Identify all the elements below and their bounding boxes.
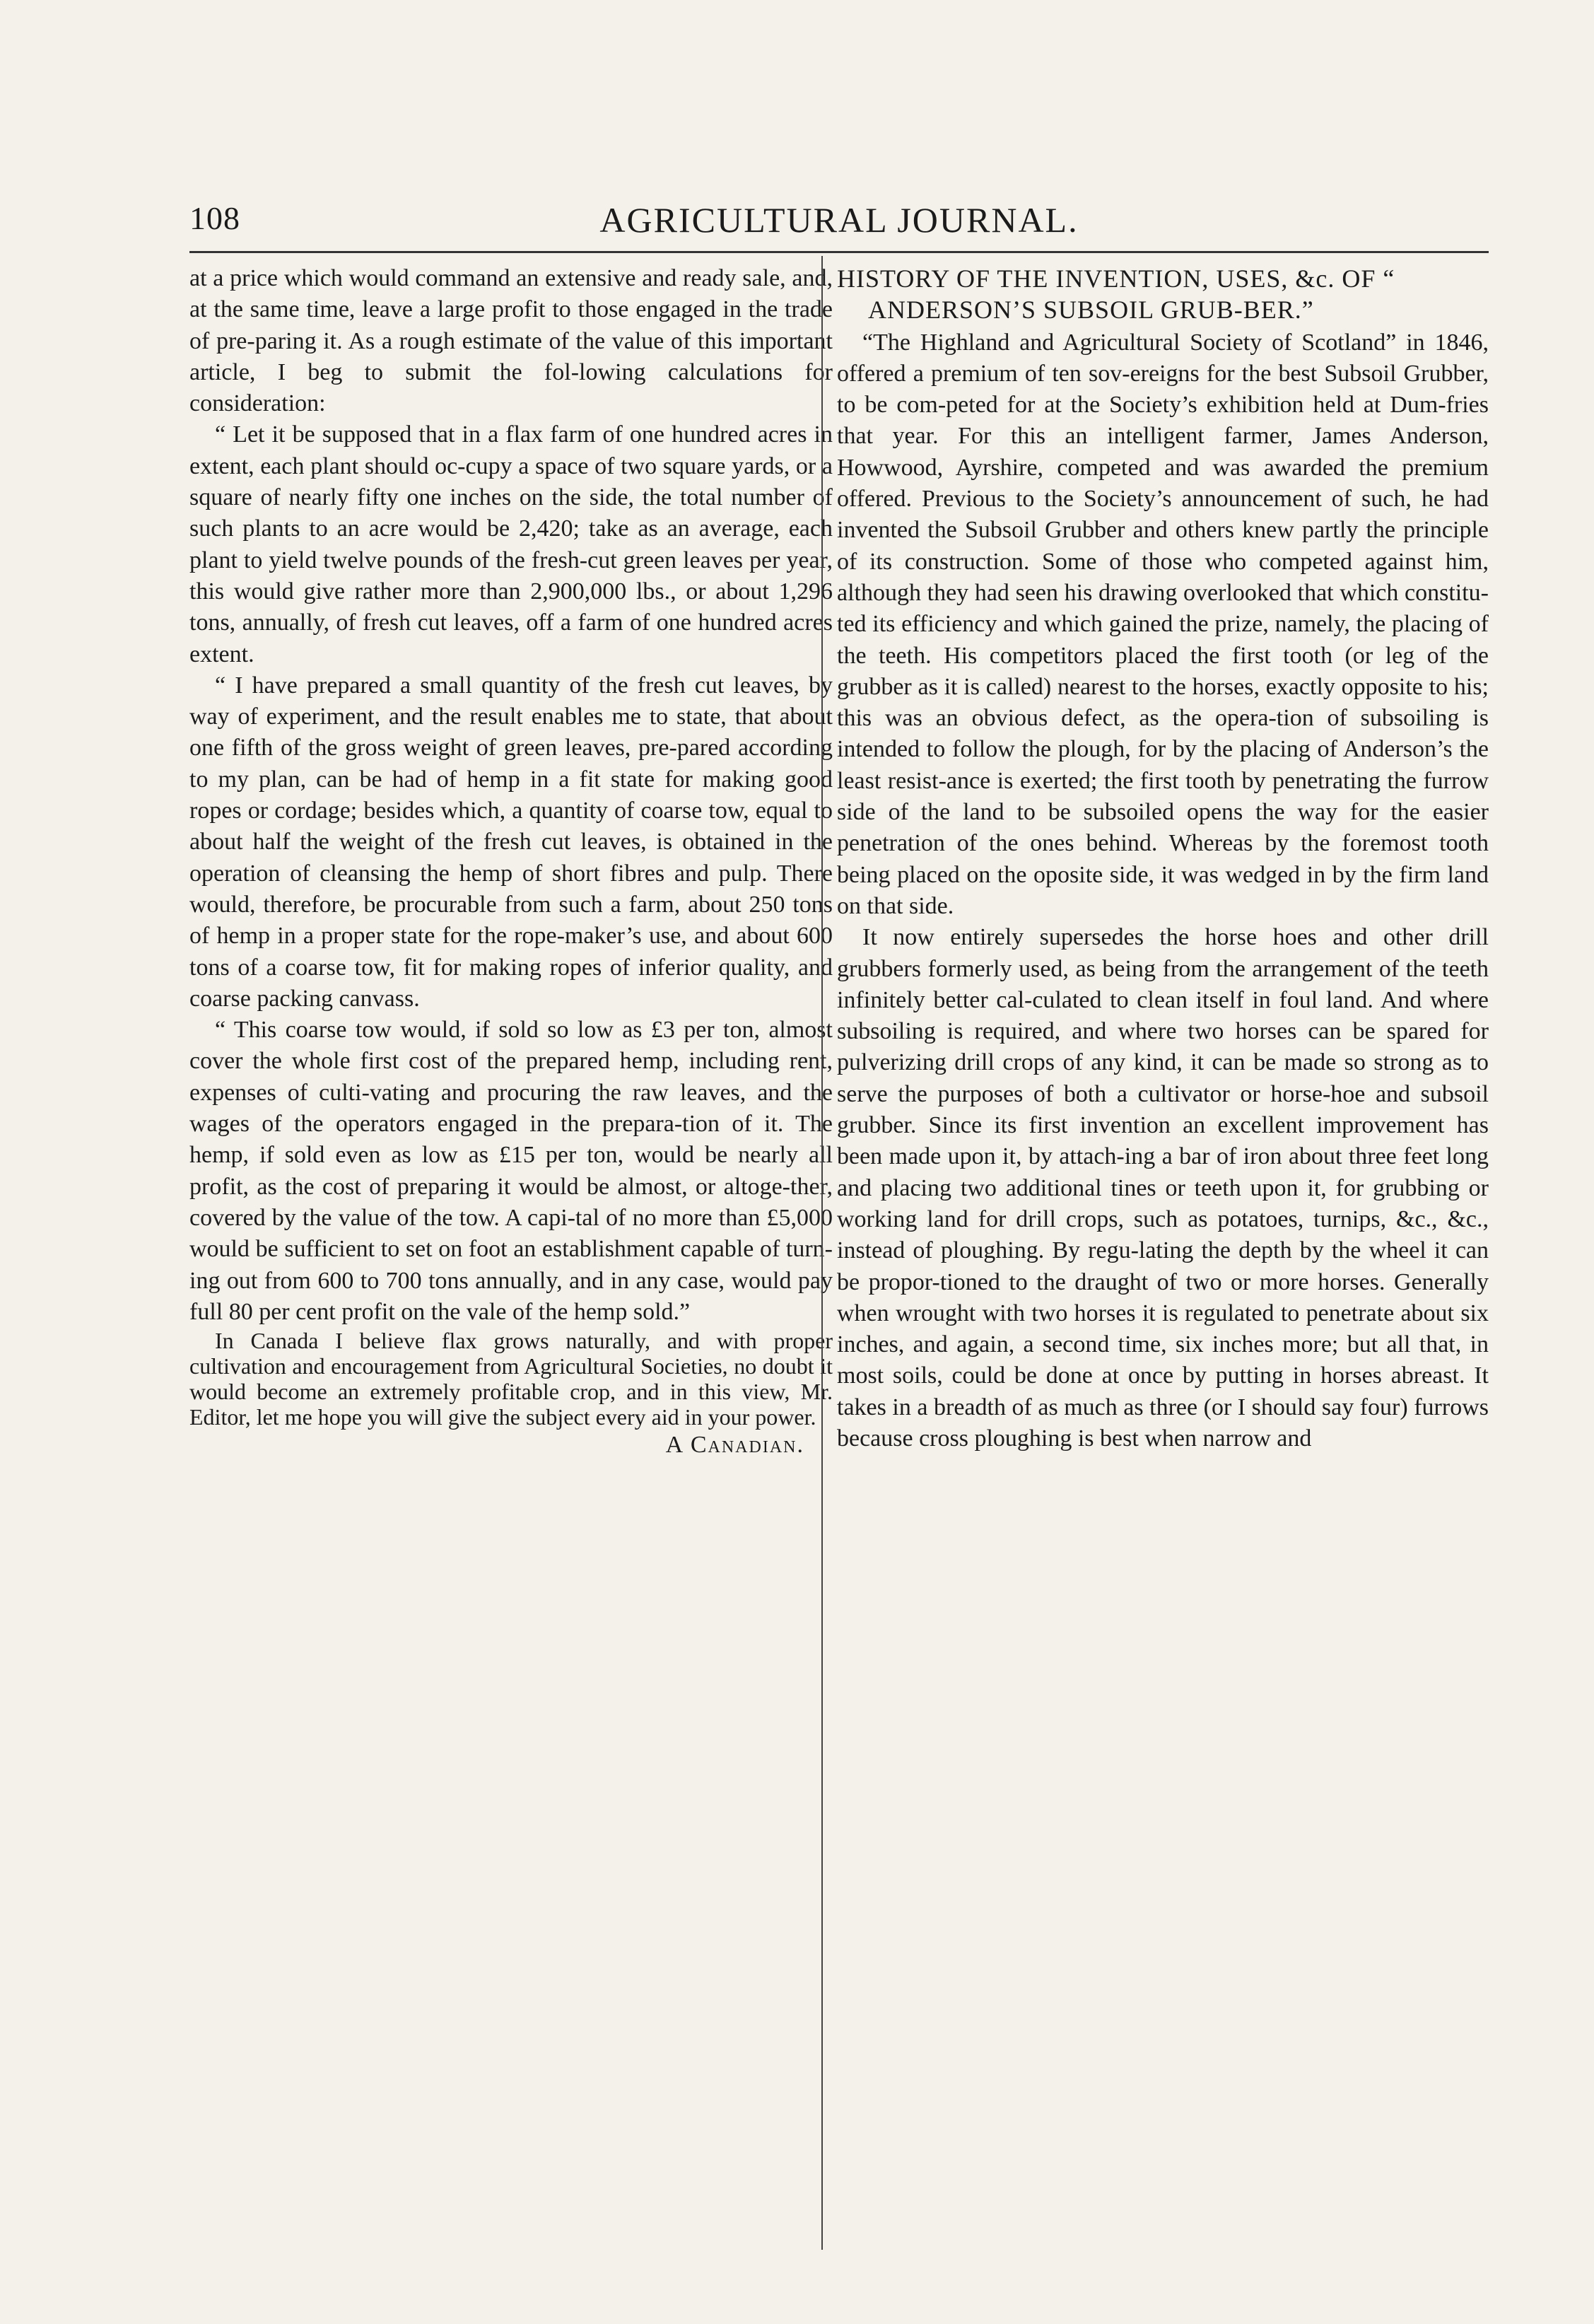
article-title: HISTORY OF THE INVENTION, USES, &c. OF “ ANDERSON’S SUBSOIL GRUB-BER.”: [837, 264, 1395, 325]
paragraph: In Canada I believe flax grows naturally, and with proper cultivation and encouragement from Agricultural Societies, no doubt it would become an extremely profitable crop, and in this view, Mr. Editor, let me hope you will give the subject every aid in your power.: [189, 1328, 833, 1430]
page-number: 108: [189, 200, 240, 236]
paragraph: It now entirely supersedes the horse hoes and other drill grubbers formerly used, as being from the arrangement of the teeth infinitely better cal-culated to clean itself in foul land. And where subsoiling is required, and where two horses can be spared for pulverizing drill crops of any kind, it can be made so strong as to serve the purposes of both a cultivator or horse-hoe and subsoil grubber. Since its first invention an excellent improvement has been made upon it, by attach-ing a bar of iron about three feet long and placing two additional tines or teeth upon it, for grubbing or working land for drill crops, such as potatoes, turnips, &c., &c., instead of ploughing. By regu-lating the depth by the wheel it can be propor-tioned to the draught of two or more horses. Generally when wrought with two horses it is regulated to penetrate about six inches, and again, a second time, six inches more; but all that, in most soils, could be done at once by putting in horses abreast. It takes in a breadth of as much as three (or I should say four) furrows because cross ploughing is best when narrow and: [837, 924, 1489, 1452]
paragraph: “The Highland and Agricultural Society of Scotland” in 1846, offered a premium of ten sov-ereigns for the best Subsoil Grubber, to be com-peted for at the Society’s exhibition held at Dum-fries that year. For this an intelligent farmer, James Anderson, Howwood, Ayrshire, competed and was awarded the premium offered. Previous to the Society’s announcement of such, he had invented the Subsoil Grubber and others knew partly the principle of its construction. Some of those who competed against him, although they had seen his drawing overlooked that which constitu-ted its efficiency and which gained the prize, namely, the placing of the teeth. His competitors placed the first tooth (or leg of the grubber as it is called) nearest to the horses, exactly opposite to his; this was an obvious defect, as the opera-tion of subsoiling is intended to follow the plough, for by the placing of Anderson’s the least resist-ance is exerted; the first tooth by penetrating the furrow side of the land to be subsoiled opens the way for the easier penetration of the ones behind. Whereas by the foremost tooth being placed on the oposite side, it was wedged in by the firm land on that side.: [837, 329, 1489, 919]
left-column: [189, 263, 833, 1461]
right-column: [837, 263, 1489, 1454]
running-title: AGRICULTURAL JOURNAL.: [599, 200, 1079, 240]
paragraph: “ I have prepared a small quantity of the fresh cut leaves, by way of experiment, and the result enables me to state, that about one fifth of the gross weight of green leaves, pre-pared according to my plan, can be had of hemp in a fit state for making good ropes or cordage; besides which, a quantity of coarse tow, equal to about half the weight of the fresh cut leaves, is obtained in the operation of cleansing the hemp of short fibres and pulp. There would, therefore, be procurable from such a farm, about 250 tons of hemp in a proper state for the rope-maker’s use, and about 600 tons of a coarse tow, fit for making ropes of inferior quality, and coarse packing canvass.: [189, 672, 833, 1012]
paragraph: at a price which would command an extensive and ready sale, and, at the same time, leave a large profit to those engaged in the trade of pre-paring it. As a rough estimate of the value of this important article, I beg to submit the fol-lowing calculations for consideration:: [189, 265, 833, 417]
signature: A Canadian.: [665, 1432, 804, 1459]
column-divider: [821, 256, 823, 2250]
page-header: [189, 199, 1489, 249]
paragraph: “ This coarse tow would, if sold so low as £3 per ton, almost cover the whole first cost of the prepared hemp, including rent, expenses of culti-vating and procuring the raw leaves, and the wages of the operators engaged in the prepara-tion of it. The hemp, if sold even as low as £15 per ton, would be nearly all profit, as the cost of preparing it would be almost, or altoge-ther, covered by the value of the tow. A capi-tal of no more than £5,000 would be sufficient to set on foot an establishment capable of turn-ing out from 600 to 700 tons annually, and in any case, would pay full 80 per cent profit on the vale of the hemp sold.”: [189, 1017, 833, 1325]
paragraph: “ Let it be supposed that in a flax farm of one hundred acres in extent, each plant should oc-cupy a space of two square yards, or a square of nearly fifty one inches on the side, the total number of such plants to an acre would be 2,420; take as an average, each plant to yield twelve pounds of the fresh-cut green leaves per year, this would give rather more than 2,900,000 lbs., or about 1,296 tons, annually, of fresh cut leaves, off a farm of one hundred acres extent.: [189, 421, 833, 667]
header-rule: [189, 251, 1489, 253]
